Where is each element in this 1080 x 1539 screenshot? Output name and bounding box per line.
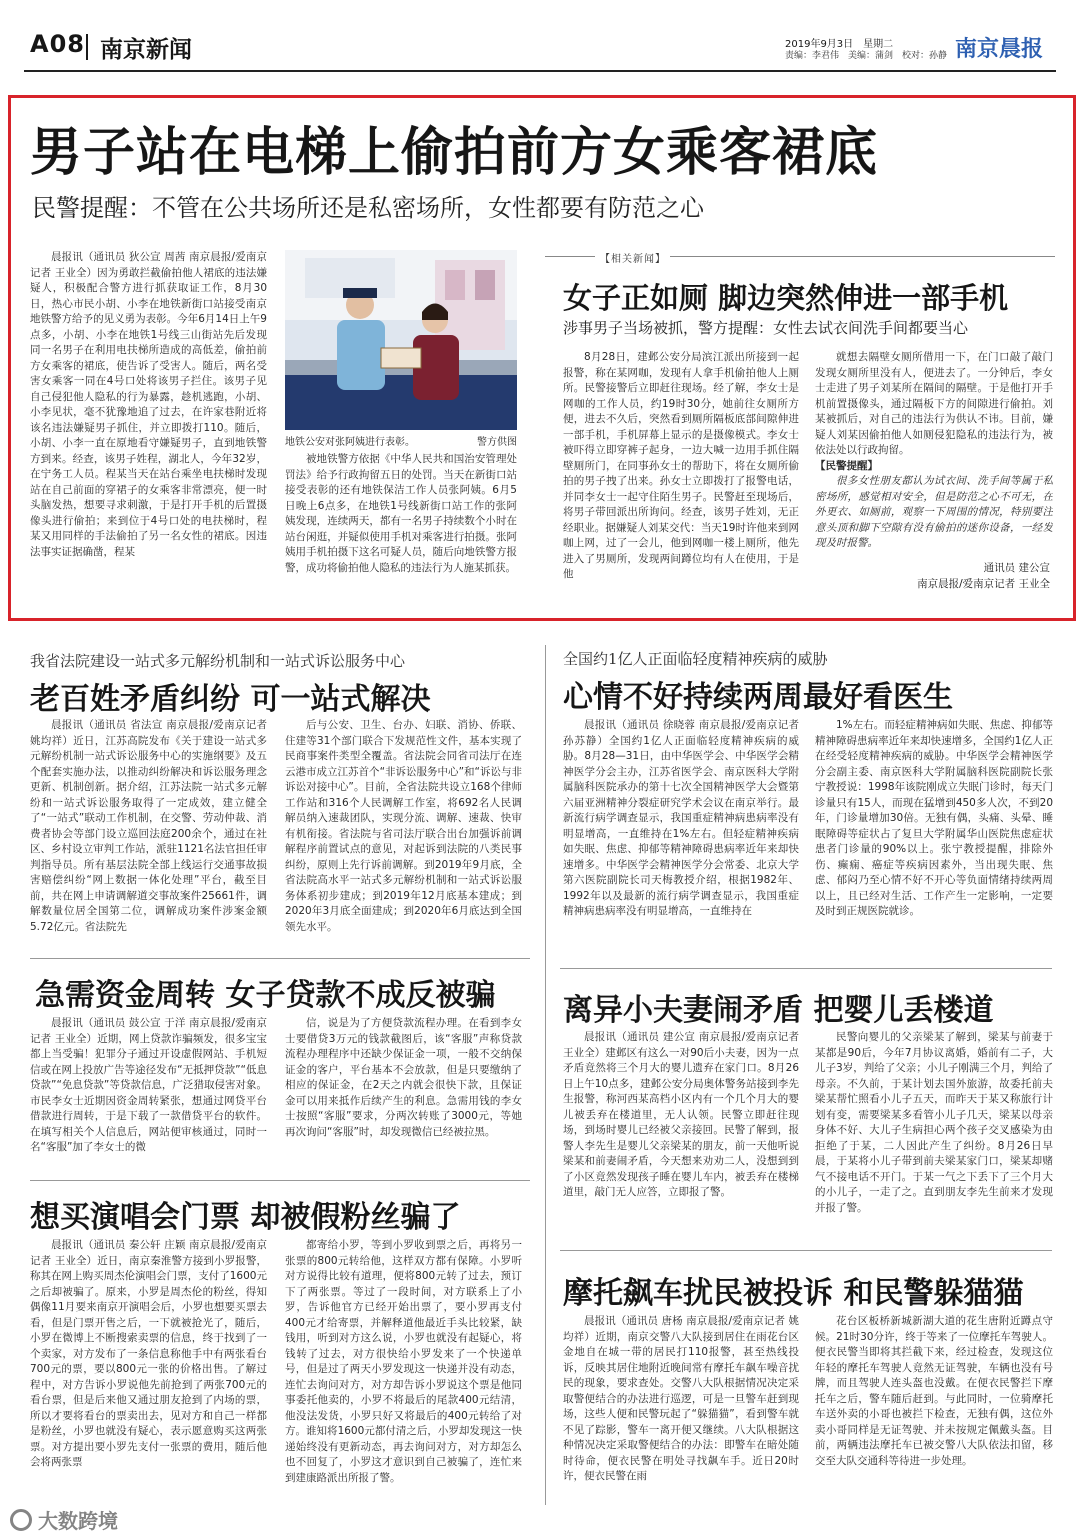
photo-credit: 警方供图 [477, 437, 517, 448]
dispute-column-2 [285, 718, 522, 948]
related-body-1: 8月28日，建邺公安分局滨江派出所接到一起报警，称在某网咖，发现有人拿手机偷拍他人上厕所。民警接警后立即赶往现场。经了解，李女士是网咖的工作人员，约19时30分，她前往女厕所方便，进去不久后，突然看到厕所隔板底部间隙伸进一部手机，手机屏幕上显示的是摄像模式。李女士被吓得立即穿裤子起身，一边大喊一边用手抓住隔壁厕所门，在同事孙女士的帮助下，将在女厕所偷拍的男子拽了出来。孙女士立即拨打了报警电话，并同李女士一起守住陌生男子。民警赶至现场后，将男子带回派出所询问。经查，该男子姓刘，无正经职业。据嫌疑人刘某交代：当天19时许他来到网咖上网，过了一会儿，他到网咖一楼上厕所，他先进入了男厕所，发现两间蹲位均有人在使用，于是他 [563, 351, 799, 580]
rule-left-2 [30, 1180, 530, 1181]
editor-credits: 责编：李君伟 美编：蒲剑 校对：孙静 [785, 51, 948, 61]
center-column-rule [545, 645, 546, 1505]
ticket-body-1: 晨报讯（通讯员 秦公轩 庄颖 南京晨报/爱南京记者 王业全）近日，南京秦淮警方接到小罗报警，称其在网上购买周杰伦演唱会门票，支付了1600元之后却被骗了。原来，小罗是周杰伦的粉丝，得知偶像11月要来南京开演唱会后，小罗也想要买票去看，但是门票开售之后，一下就被抢光了，随后，小罗在微博上不断搜索卖票的信息，终于找到了一个卖家，对方发布了一条信息称他手中有两张看台700元的票，要以800元一张的价格出售。了解过程中，对方告诉小罗说他先前抢到了两张700元的看台票，但是后来他又通过朋友抢到了内场的票，所以才要将看台的票卖出去，见对方和自己一样都是粉丝，小罗也就没有疑心，表示愿意购买这两张票。对方提出要小罗先支付一张票的费用，随后他会将两张票 [30, 1239, 267, 1468]
watermark-logo-icon [10, 1509, 32, 1531]
related-label: 【相关新闻】 [600, 254, 666, 265]
related-column-1 [563, 350, 799, 590]
baby-headline: 离异小夫妻闹矛盾 把婴儿丢楼道 [563, 993, 994, 1028]
ticket-column-2 [285, 1238, 522, 1500]
related-column-2 [815, 350, 1053, 555]
award-photo-illustration [285, 250, 517, 430]
related-rule-right [670, 256, 1055, 257]
photo-caption-row [285, 433, 517, 448]
mental-body-2: 1%左右。而轻症精神病如失眠、焦虑、抑郁等精神障碍患病率近年来却快速增多，全国约1亿人正在经受轻度精神疾病的威胁。中华医学会精神医学分会副主委、南京医科大学附属脑科医院副院长张宁教授说：1998年该院刚成立失眠门诊时，每天门诊量只有15人，而现在猛增到450多人次，不到20年，门诊量增加30倍。无独有偶，头痛、头晕、睡眠障碍等症状占了复旦大学附属华山医院焦虑症状患者门诊量的90%以上。张宁教授提醒，排除外伤、癫痫、癌症等疾病因素外，当出现失眠、焦虑、郁闷乃至心情不好不开心等负面情绪持续两周以上，且已经对生活、工作产生一定影响，一定要及时到正规医院就诊。 [815, 719, 1053, 917]
mental-column-1 [563, 718, 799, 956]
lead-body-1: 晨报讯（通讯员 狄公宣 周茜 南京晨报/爱南京记者 王业全）因为勇敢拦截偷拍他人裙底的违法嫌疑人，积极配合警方进行抓获取证工作，8月30日，热心市民小胡、小李在地铁新街口站接受南京地铁警方给予的见义勇为表彰。今年6月14日上午9点多，小胡、小李在地铁1号线三山街站先后发现同一名男子在利用电扶梯所造成的高低差，偷拍前方女乘客的裙底，使告诉了受害人。随后，两名受害女乘客一同在4号口处将该男子拦住。该男子见自己侵犯他人隐私的行为暴露，趁机逃跑，小胡、小李见状，毫不犹豫地追了过去，在许家巷附近将该名违法嫌疑男子抓住，并立即拨打110。随后，小胡、小李一直在原地看守嫌疑男子，直到地铁警方到来。经查，该男子姓程，湖北人，今年32岁，在宁务工人员。程某当天在站台乘坐电扶梯时发现站在自己前面的穿裙子的女乘客非常漂亮，便一时头脑发热，想要寻求刺激，于是打开手机的后置摄像头进行偷拍；来到位于4号口处的电扶梯时，程某又用同样的手法偷拍了另一名女性的裙底。因违法事实证据确凿，程某 [30, 251, 267, 558]
police-tip-title: 【民警提醒】 [815, 459, 878, 472]
mental-headline: 心情不好持续两周最好看医生 [563, 680, 953, 715]
related-headline: 女子正如厕 脚边突然伸进一部手机 [563, 281, 1009, 315]
mental-body-1: 晨报讯（通讯员 徐晓蓉 南京晨报/爱南京记者 孙苏静）全国约1亿人正面临轻度精神疾病的威胁。8月28—31日，由中华医学会、中华医学会精神医学分会主办，江苏省医学会、南京医科大学附属脑科医院承办的第十七次全国精神医学大会暨第六届亚洲精神分裂症研究学术会议在南京举行。最新流行病学调查显示，我国重症精神病患病率没有明显增高，一直维持在1%左右。但轻症精神疾病如失眠、焦虑、抑郁等精神障碍患病率近年来却快速增多。中华医学会精神医学分会常委、北京大学第六医院副院长司天梅教授介绍，根据1982年、1992年以及最新的流行病学调查显示，我国重症精神病患病率没有明显增高，一直维持在 [563, 719, 799, 917]
baby-column-2 [815, 1030, 1053, 1242]
photo-caption: 地铁公安对张阿姨进行表彰。 [285, 437, 415, 448]
baby-column-1 [563, 1030, 799, 1242]
related-byline-2: 南京晨报/爱南京记者 王业全 [917, 578, 1050, 590]
lead-headline: 男子站在电梯上偷拍前方女乘客裙底 [30, 123, 879, 183]
dispute-body-1: 晨报讯（通讯员 省法宣 南京晨报/爱南京记者 姚均祥）近日，江苏高院发布《关于建设一站式多元解纷机制一站式诉讼服务中心的实施纲要》及五个配套实施办法，以推动纠纷解决和诉讼服务理念更新、机制创新。据介绍，江苏法院一站式多元解纷和一站式诉讼服务取得了一定成效，建立健全了“一站式”联动工作机制，在交警、劳动仲裁、消费者协会等部门设立巡回法庭200余个，通过在社区、乡村设立审判工作站，派驻1121名法官担任审判指导员。所有基层法院全部上线运行交通事故损害赔偿纠纷“网上数据一体化处理”平台，截至目前，共在网上申请调解道交事故案件25661件，调解数量位居全国第二位，调解成功案件涉案金额5.72亿元。省法院先 [30, 719, 267, 933]
loan-headline: 急需资金周转 女子贷款不成反被骗 [35, 978, 496, 1013]
mental-column-2 [815, 718, 1053, 956]
masthead-divider [86, 34, 88, 60]
page-number: A08 [30, 30, 85, 58]
ticket-column-1 [30, 1238, 267, 1500]
masthead-rule [24, 70, 1056, 72]
ticket-headline: 想买演唱会门票 却被假粉丝骗了 [30, 1200, 461, 1235]
lead-subhead: 民警提醒：不管在公共场所还是私密场所，女性都要有防范之心 [32, 194, 704, 222]
issue-date: 2019年9月3日 星期二 [785, 39, 894, 50]
related-body-2: 就想去隔壁女厕所借用一下，在门口敲了敲门发现女厕所里没有人，便进去了。一分钟后，李女士走进了男子刘某所在隔间的隔壁。于是他打开手机前置摄像头，通过隔板下方的间隙进行偷拍。刘某被抓后，对自己的违法行为供认不讳。目前，嫌疑人刘某因偷拍他人如厕侵犯隐私的违法行为，被依法处以行政拘留。 [815, 351, 1053, 456]
ticket-body-2: 都寄给小罗，等到小罗收到票之后，再将另一张票的800元转给他，这样双方都有保障。小罗听对方说得比较有道理，便将800元转了过去，预订下了两张票。等过了一段时间，对方联系上了小罗，告诉他官方已经开始出票了，要小罗再支付400元才给寄票，并解释道他最近手头比较紧，缺钱用，听到对方这么说，小罗也就没有起疑心，将钱转了过去，对方很快给小罗发来了一个快递单号，但是过了两天小罗发现这一快递并没有动态，连忙去询问对方，对方却告诉小罗说这个票是他同事委托他卖的，小罗不将最后的尾款400元结清，他没法发货，小罗只好又将最后的400元转给了对方。谁知将1600元都付清之后，小罗却发现这一快递始终没有更新动态，再去询问对方，对方却怎么也不回复了，小罗这才意识到自己被骗了，连忙来到建康路派出所报了警。 [285, 1239, 522, 1484]
rule-left-1 [30, 958, 530, 959]
paper-logo: 南京晨报 [955, 36, 1044, 62]
loan-body-1: 晨报讯（通讯员 鼓公宣 于洋 南京晨报/爱南京记者 王业全）近期，网上贷款诈骗频发，很多宝宝都上当受骗！犯罪分子通过开设虚假网站、手机短信或在网上投放广告等途径发布“无抵押贷款”“低息贷款”“免息贷款”等贷款信息，广泛猎取侵害对象。市民李女士近期因资金周转紧张，想通过网贷平台借款进行周转，于是下载了一款借贷平台的软件。在填写相关个人信息后，网站便审核通过，同时一名“客服”加了李女士的微 [30, 1017, 267, 1153]
lead-photo [285, 250, 517, 430]
dispute-body-2: 后与公安、卫生、台办、妇联、消协、侨联、住建等31个部门联合下发规范性文件，基本实现了民商事案件类型全覆盖。省法院会同省司法厅在连云港市成立江苏首个“非诉讼服务中心”和“诉讼与非诉讼对接中心”。目前，全省法院共设立168个律师工作站和316个人民调解工作室，将692名人民调解员纳入速裁团队，实现分流、调解、速裁、快审有机衔接。省法院与省司法厅联合出台加强诉前调解程序前置试点的意见，对起诉到法院的八类民事纠纷，原则上先行诉前调解。到2019年9月底，全省法院高水平一站式多元解纷机制和一站式诉讼服务体系初步建成；到2019年12月底基本建成；到2020年3月底全面建成；到2020年6月底达到全国领先水平。 [285, 719, 522, 933]
moto-column-1 [563, 1314, 799, 1504]
moto-body-2: 花台区板桥新城新湖大道的花生唐附近蹲点守候。21时30分许，终于等来了一位摩托车驾驶人。便衣民警当即将其拦截下来，经过检查，发现这位年轻的摩托车驾驶人竟然无证驾驶，车辆也没有号牌，而且驾驶人连头盔也没戴。在便衣民警拦下摩托车之后，警车随后赶到。与此同时，一位骑摩托车送外卖的小哥也被拦下检查，无独有偶，这位外卖小哥同样是无证驾驶、并未按规定佩戴头盔。目前，两辆违法摩托车已被交警八大队依法扣留，移交至大队交通科等待进一步处理。 [815, 1315, 1053, 1467]
related-byline-1: 通讯员 建公宣 [983, 562, 1050, 574]
lead-column-2 [285, 452, 517, 612]
related-rule-left [545, 256, 595, 257]
section-title: 南京新闻 [100, 37, 192, 63]
police-tip-text: 很多女性朋友都认为试衣间、洗手间等属于私密场所，感觉相对安全，但是防范之心不可无，在外更衣、如厕前，观察一下周围的情况，特别要注意头顶和脚下空隙有没有偷拍的迷你设备，一经发现及时报警。 [815, 475, 1053, 549]
dispute-column-1 [30, 718, 267, 948]
lead-body-2: 被地铁警方依据《中华人民共和国治安管理处罚法》给予行政拘留五日的处罚。当天在新街口站接受表彰的还有地铁保洁工作人员张阿姨。6月5日晚上6点多，在地铁1号线新街口站工作的张阿姨发现，连续两天，都有一名男子持续数个小时在站台闲逛，并疑似使用手机对乘客进行拍摄。张阿姨用手机拍摄下这名可疑人员，随后向地铁警方报警，成功将偷拍他人隐私的违法行为人施某抓获。 [285, 453, 517, 574]
baby-body-2: 民警向婴儿的父亲梁某了解到，梁某与前妻于某都是90后，今年7月协议离婚，婚前有二子，大儿子3岁，判给了父亲；小儿子刚满三个月，判给了母亲。不久前，于某计划去国外旅游，故委托前夫梁某帮忙照看小儿子五天，而昨天于某又称旅行计划有变，需要梁某多看管小儿子几天，梁某以母亲身体不好、大儿子生病担心两个孩子交叉感染为由拒绝了于某，二人因此产生了纠纷。8月26日早晨，于某将小儿子带到前夫梁某家门口，梁某却赌气不接电话不开门。于某一气之下丢下了三个月大的小儿子，一走了之。直到朋友李先生前来才发现并报了警。 [815, 1031, 1053, 1214]
rule-right-1 [560, 968, 1052, 969]
baby-body-1: 晨报讯（通讯员 建公宣 南京晨报/爱南京记者 王业全）建邺区有这么一对90后小夫妻，因为一点矛盾竟然将三个月大的婴儿遗弃在家门口。8月26日上午10点多，建邺公安分局奥体警务站接到李先生报警，称河西某高档小区内有一个几个月大的婴儿被丢弃在楼道里，无人认领。民警立即赶往现场，到场时婴儿已经被父亲接回。民警了解到，报警人李先生是婴儿父亲梁某的朋友，前一天他听说梁某和前妻闹矛盾，今天想来劝劝二人，没想到到了小区竟然发现孩子睡在婴儿车内，被丢弃在楼梯道里，敲门无人应答，立即报了警。 [563, 1031, 799, 1198]
rule-right-2 [560, 1250, 1052, 1251]
moto-headline: 摩托飙车扰民被投诉 和民警躲猫猫 [563, 1276, 1024, 1311]
mental-kicker: 全国约1亿人正面临轻度精神疾病的威胁 [563, 650, 828, 668]
loan-column-1 [30, 1016, 267, 1171]
moto-column-2 [815, 1314, 1053, 1504]
loan-body-2: 信，说是为了方便贷款流程办理。在看到李女士要借贷3万元的钱款截图后，该“客服”声称贷款流程办理程序中还缺少保证金一项，一般不交纳保证金的客户，平台基本不会放款，但是只要缴纳了相应的保证金，在2天之内就会很快下款，且保证金可以用来抵作后续产生的利息。急需用钱的李女士按照“客服”要求，分两次转账了3000元，等她再次询问“客服”时，却发现微信已经被拉黑。 [285, 1017, 522, 1138]
loan-column-2 [285, 1016, 522, 1171]
watermark-text: 大数跨境 [38, 1509, 118, 1533]
related-subhead: 涉事男子当场被抓，警方提醒：女性去试衣间洗手间都要当心 [563, 319, 969, 337]
dispute-headline: 老百姓矛盾纠纷 可一站式解决 [30, 682, 431, 717]
lead-column-1 [30, 250, 267, 610]
dispute-kicker: 我省法院建设一站式多元解纷机制和一站式诉讼服务中心 [30, 652, 406, 670]
moto-body-1: 晨报讯（通讯员 唐杨 南京晨报/爱南京记者 姚均祥）近期，南京交警八大队接到居住在雨花台区金地自在城一带的居民打110报警，甚至热线投诉，反映其居住地附近晚间常有摩托车飙车噪音扰民的现象，要求查处。交警八大队根据情况决定采取警便结合的办法进行巡逻，可是一旦警车赶到现场，这些人便和民警玩起了“躲猫猫”，看到警车就不见了踪影，警车一离开便又继续。八大队根据这种情况决定采取警便结合的办法：即警车在暗处随时待命，便衣民警在明处寻找飙车手。近日20时许，便衣民警在雨 [563, 1315, 799, 1482]
watermark [10, 1505, 118, 1534]
